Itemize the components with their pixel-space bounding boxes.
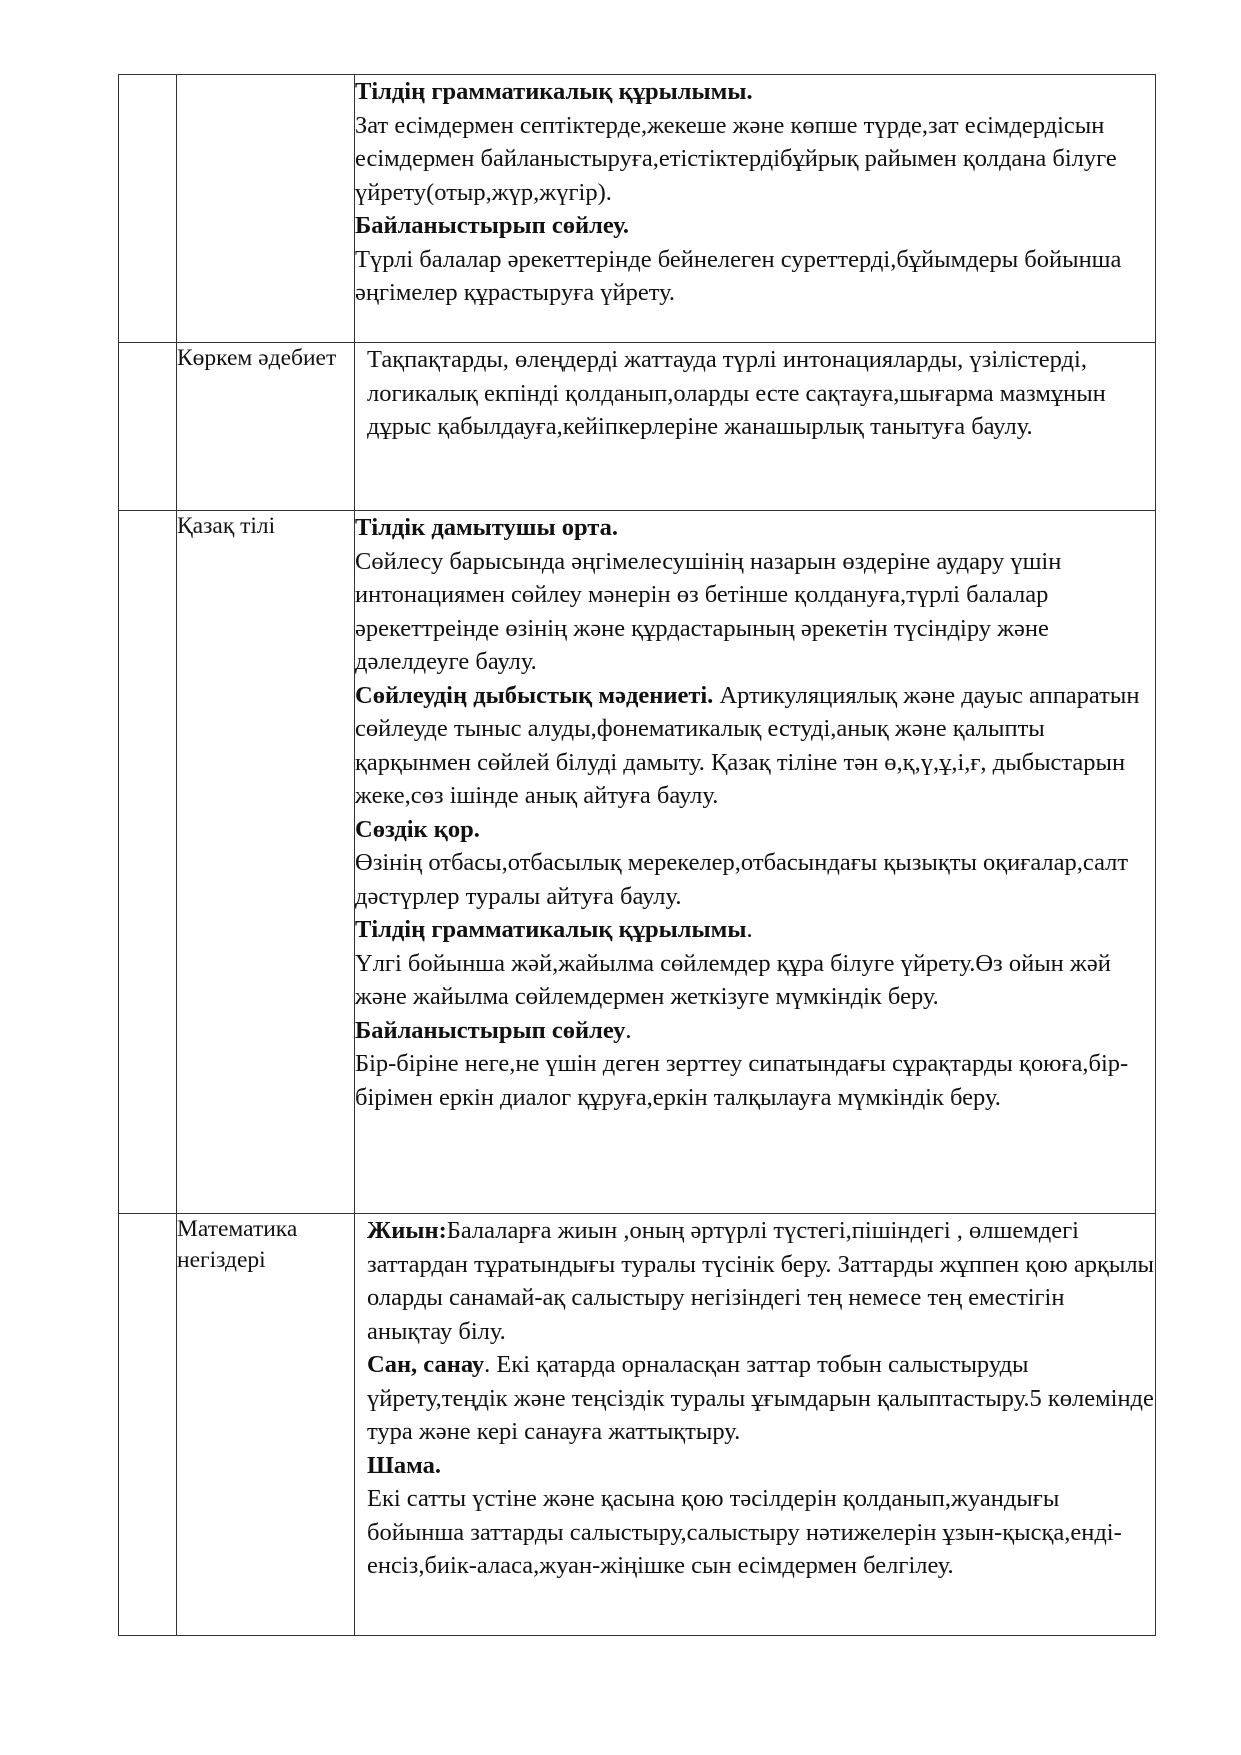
content-paragraph [367,1348,1155,1449]
content-paragraph [355,209,1155,243]
section-text: Тақпақтарды, өлеңдерді жаттауда түрлі интонацияларды, үзілістерді, логикалық екпінді қолданып,оларды есте сақтауға,шығарма мазмұнын дұрыс қабылдауға,кейіпкерлеріне жанашырлық танытуға баулу. [367,346,1106,440]
section-text: . [746,916,753,943]
curriculum-table-body [119,75,1156,1636]
section-text: . [625,1016,632,1044]
subject-cell: Қазақ тілі [177,511,355,1214]
section-heading: Шама. [367,1451,442,1479]
content-paragraph [355,109,1155,210]
section-heading: Сан, санау [367,1351,485,1378]
content-paragraph [355,511,1155,545]
content-paragraph [355,846,1155,913]
content-paragraph [367,1449,1155,1483]
section-heading: Байланыстырып сөйлеу [355,1016,626,1044]
content-paragraph [367,1482,1155,1583]
section-heading: Сөйлеудің дыбыстық мәдениеті. [355,681,714,709]
content-paragraph [367,343,1155,444]
section-heading: Тілдің грамматикалық құрылымы [355,916,747,943]
content-paragraph [355,545,1155,679]
content-paragraph [355,1014,1155,1048]
section-text: Бір-біріне неге,не үшін деген зерттеу сипатындағы сұрақтарды қоюға,бір-бірімен еркін диалог құруға,еркін талқылауға мүмкіндік беру. [355,1050,1129,1111]
section-heading: Байланыстырып сөйлеу. [355,212,630,239]
curriculum-table [118,74,1156,1636]
section-text: Балаларға жиын ,оның әртүрлі түстегі,пішіндегі , өлшемдегі заттардан тұратындығы туралы түсінік беру. Заттарды жұппен қою арқылы оларды санамай-ақ салыстыру негізіндегі тең немесе тең еместігін анықтау білу. [367,1217,1155,1345]
section-heading: Сөздік қор. [355,815,480,843]
blank-cell [119,75,177,343]
section-text: Сөйлесу барысында әңгімелесушінің назарын өздеріне аудару үшін интонациямен сөйлеу мәнерін өз бетінше қолдануға,түрлі балалар әрекеттреінде өзінің және құрдастарының әрекетін түсіндіру және дәлелдеуге баулу. [355,547,1062,675]
blank-cell [119,1214,177,1636]
content-cell [355,343,1156,511]
section-text: Зат есімдермен септіктерде,жекеше және көпше түрде,зат есімдердісын есімдермен байланыстыруға,етістіктердібұйрық райымен қолдана білуге үйрету(отыр,жүр,жүгір). [355,111,1117,206]
subject-cell: Көркем әдебиет [177,343,355,511]
section-text: Түрлі балалар әрекеттерінде бейнелеген суреттерді,бұйымдеры бойынша әңгімелер құрастыруға үйрету. [355,245,1122,306]
subject-cell [177,75,355,343]
blank-cell [119,511,177,1214]
content-paragraph [367,1214,1155,1348]
section-heading: Тілдің грамматикалық құрылымы. [355,78,753,105]
section-heading: Тілдік дамытушы орта. [355,514,618,541]
table-row [119,343,1156,511]
content-paragraph [355,75,1155,109]
section-heading: Жиын: [367,1217,447,1244]
content-paragraph [355,679,1155,813]
section-text: . Екі қатарда орналасқан заттар тобын салыстыруды үйрету,теңдік және теңсіздік туралы ұғымдарын қалыптастыру.5 көлемінде тура және кері санауға жаттықтыру. [367,1351,1154,1445]
section-text: Үлгі бойынша жәй,жайылма сөйлемдер құра білуге үйрету.Өз ойын жәй және жайылма сөйлемдермен жеткізуге мүмкіндік беру. [355,949,1111,1010]
content-paragraph [355,913,1155,947]
content-cell [355,511,1156,1214]
content-cell [355,1214,1156,1636]
subject-cell: Математика негіздері [177,1214,355,1636]
blank-cell [119,343,177,511]
content-paragraph [355,813,1155,847]
table-row [119,1214,1156,1636]
section-text: Өзінің отбасы,отбасылық мерекелер,отбасындағы қызықты оқиғалар,салт дәстүрлер туралы айтуға баулу. [355,849,1129,910]
table-row [119,511,1156,1214]
section-text: Екі сатты үстіне және қасына қою тәсілдерін қолданып,жуандығы бойынша заттарды салыстыру,салыстыру нәтижелерін ұзын-қысқа,енді-енсіз,биік-аласа,жуан-жіңішке сын есімдермен белгілеу. [367,1485,1122,1579]
content-paragraph [355,947,1155,1014]
section-text: Артикуляциялық және дауыс аппаратын сөйлеуде тыныс алуды,фонематикалық естуді,анық және қалыпты қарқынмен сөйлей білуді дамыту. Қазақ тіліне тән ө,қ,ү,ұ,і,ғ, дыбыстарын жеке,сөз ішінде анық айтуға баулу. [355,681,1140,809]
content-cell [355,75,1156,343]
table-row [119,75,1156,343]
content-paragraph [355,1047,1155,1114]
content-paragraph [355,243,1155,310]
